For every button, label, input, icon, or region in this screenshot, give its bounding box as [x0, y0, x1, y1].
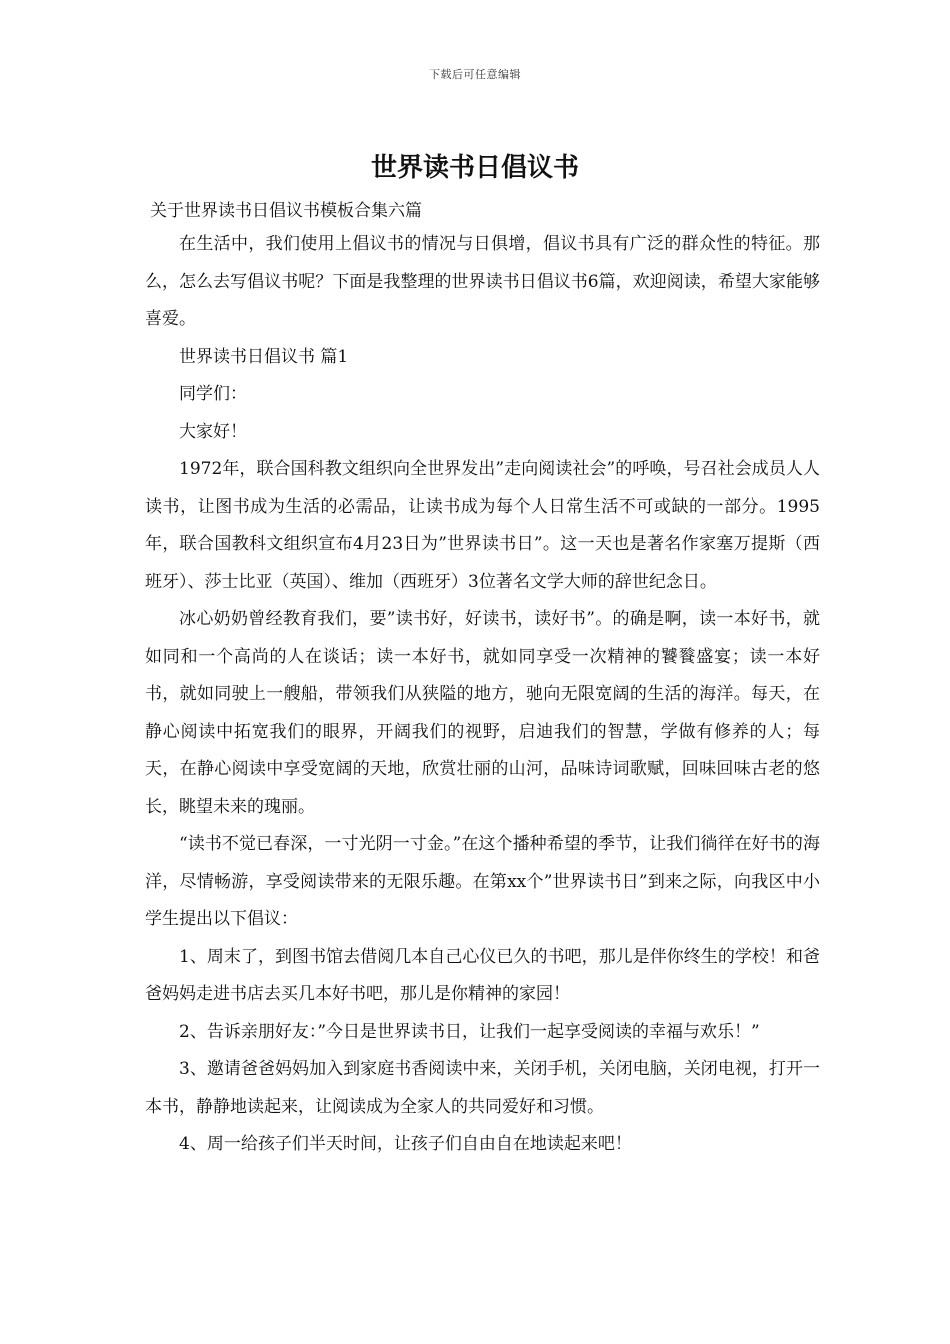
header-note: 下载后可任意编辑	[429, 68, 521, 81]
subtitle: 关于世界读书日倡议书模板合集六篇	[150, 201, 422, 221]
proposal-item-4: 4、周一给孩子们半天时间，让孩子们自由自在地读起来吧！	[179, 1134, 632, 1154]
document-body	[145, 226, 820, 1164]
paragraph-bingxin: 冰心奶奶曾经教育我们，要”读书好，好读书，读好书”。的确是啊，读一本好书，就如同和一个高尚的人在谈话；读一本好书，就如同享受一次精神的饕餮盛宴；读一本好书，就如同驶上一艘船，带领我们从狭隘的地方，驰向无限宽阔的生活的海洋。每天，在静心阅读中拓宽我们的眼界，开阔我们的视野，启迪我们的智慧，学做有修养的人；每天，在静心阅读中享受宽阔的天地，欣赏壮丽的山河，品味诗词歌赋，回味回味古老的悠长，眺望未来的瑰丽。	[145, 609, 820, 817]
proposal-item-2: 2、告诉亲朋好友：”今日是世界读书日，让我们一起享受阅读的幸福与欢乐！”	[179, 1021, 760, 1042]
greeting: 大家好！	[179, 421, 247, 442]
paragraph-proposal-intro: “读书不觉已春深，一寸光阴一寸金。”在这个播种希望的季节，让我们徜徉在好书的海洋，尽情畅游，享受阅读带来的无限乐趣。在第xx个”世界读书日”到来之际，向我区中小学生提出以下倡议：	[145, 834, 820, 929]
salutation: 同学们：	[179, 384, 247, 404]
page-title: 世界读书日倡议书	[370, 153, 579, 183]
proposal-item-3: 3、邀请爸爸妈妈加入到家庭书香阅读中来，关闭手机，关闭电脑，关闭电视，打开一本书，静静地读起来，让阅读成为全家人的共同爱好和习惯。	[145, 1059, 820, 1117]
proposal-item-1: 1、周末了，到图书馆去借阅几本自己心仪已久的书吧，那儿是伴你终生的学校！和爸爸妈妈走进书店去买几本好书吧，那儿是你精神的家园！	[145, 946, 820, 1004]
paragraph-history: 1972年，联合国科教文组织向全世界发出”走向阅读社会”的呼唤，号召社会成员人人读书，让图书成为生活的必需品，让读书成为每个人日常生活不可或缺的一部分。1995年，联合国教科文组织宣布4月23日为”世界读书日”。这一天也是著名作家塞万提斯（西班牙）、莎士比亚（英国）、维加（西班牙）3位著名文学大师的辞世纪念日。	[145, 459, 820, 592]
section-heading: 世界读书日倡议书 篇1	[179, 346, 349, 367]
paragraph-intro: 在生活中，我们使用上倡议书的情况与日俱增，倡议书具有广泛的群众性的特征。那么，怎么去写倡议书呢？下面是我整理的世界读书日倡议书6篇，欢迎阅读，希望大家能够喜爱。	[145, 234, 820, 329]
